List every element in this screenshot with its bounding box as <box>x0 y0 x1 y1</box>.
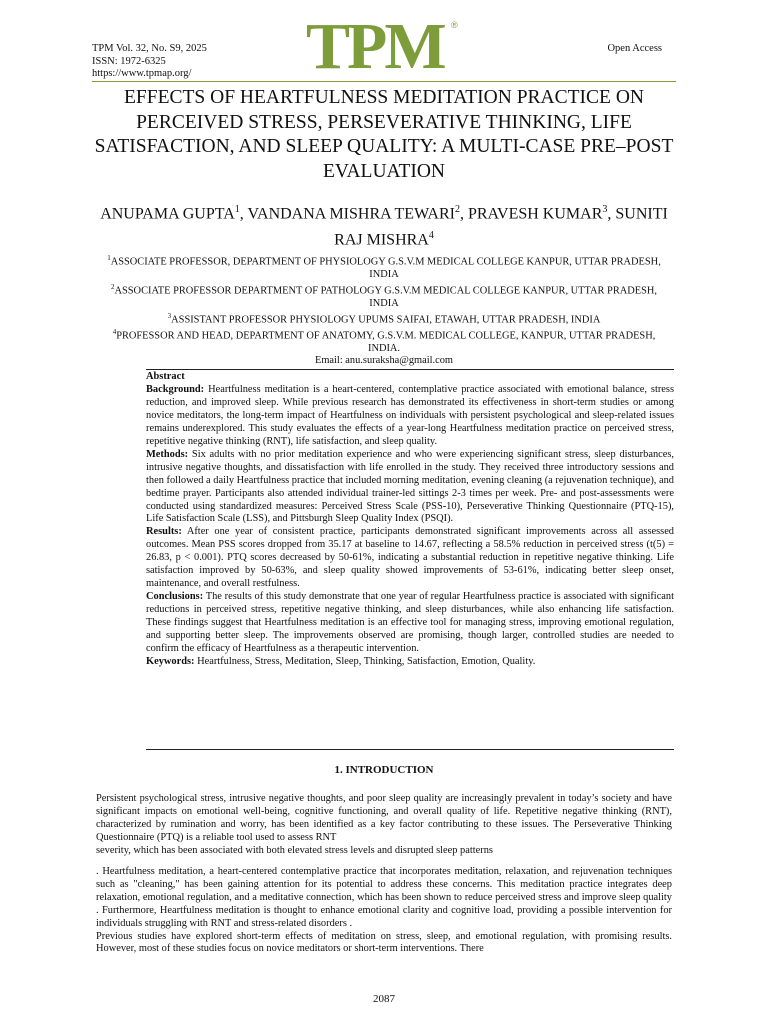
paper-title: EFFECTS OF HEARTFULNESS MEDITATION PRACTICE ON PERCEIVED STRESS, PERSEVERATIVE THINKING, LIFE SATISFACTION, AND SLEEP QUALITY: A MULTI-CASE PRE–POST EVALUATION <box>94 87 674 182</box>
text: After one year of consistent practice, participants demonstrated significant improvements across all assessed outcomes. Mean PSS scores dropped from 35.17 at baseline to 14.67, reflecting a 58.5% reduction in perceived stress (t(5) = 26.83, p < 0.001). PTQ scores decreased by 50-61%, indicating a substantial reduction in repetitive negative thinking. Life satisfaction improved by 50-63%, and sleep quality showed improvements of 53-61%, indicating better sleep onset, maintenance, and overall restfulness. <box>146 526 674 590</box>
label: Methods: <box>146 448 189 460</box>
abstract-results <box>146 526 674 591</box>
affiliation <box>96 310 672 327</box>
section-heading: 1. INTRODUCTION <box>334 764 434 776</box>
paragraph: severity, which has been associated with both elevated stress levels and disrupted sleep patterns <box>96 844 493 856</box>
page-number: 2087 <box>373 993 395 1005</box>
abstract-background <box>146 384 674 449</box>
affiliation-text: ASSISTANT PROFESSOR PHYSIOLOGY UPUMS SAIFAI, ETAWAH, UTTAR PRADESH, INDIA <box>171 314 601 326</box>
affiliation-sup: 1 <box>107 254 111 262</box>
affiliation <box>96 252 672 281</box>
author-sup: 4 <box>428 230 434 242</box>
author-sup: 2 <box>454 204 460 215</box>
author-sep: , <box>239 205 248 223</box>
abstract <box>146 371 674 669</box>
author-sep: , <box>459 205 468 223</box>
journal-url[interactable]: https://www.tpmap.org/ <box>92 68 192 80</box>
journal-issn: ISSN: 1972-6325 <box>92 55 166 67</box>
abstract-conclusions <box>146 591 674 656</box>
logo-text: TPM <box>306 10 444 83</box>
affiliation-text: PROFESSOR AND HEAD, DEPARTMENT OF ANATOMY, G.S.V.M. MEDICAL COLLEGE, KANPUR, UTTAR PRADESH, INDIA. <box>116 330 656 355</box>
label: Results: <box>146 526 182 538</box>
paragraph: . Heartfulness meditation, a heart-centered contemplative practice that incorporates meditation, relaxation, and rejuvenation techniques such as "cleaning," has been gaining attention for its potential to address these concerns. This meditation practice integrates deep relaxation, emotional regulation, and a meditative connection, which has been shown to reduce perceived stress and improve sleep quality . Furthermore, Heartfulness meditation is thought to enhance emotional clarity and cognitive load, providing a possible intervention for individuals struggling with RNT and stress-related disorders . <box>96 865 672 929</box>
journal-logo <box>306 12 466 82</box>
affiliation <box>96 281 672 310</box>
affiliation-sup: 2 <box>111 282 115 291</box>
author-sup: 1 <box>234 204 240 215</box>
affiliation <box>96 326 672 355</box>
header-rule <box>92 81 676 82</box>
journal-volume: TPM Vol. 32, No. S9, 2025 <box>92 43 207 54</box>
journal-info <box>92 43 207 81</box>
abstract-rule-top <box>146 369 674 370</box>
contact-email[interactable]: Email: anu.suraksha@gmail.com <box>315 355 453 367</box>
affiliation-text: ASSOCIATE PROFESSOR DEPARTMENT OF PATHOLOGY G.S.V.M MEDICAL COLLEGE KANPUR, UTTAR PRADESH, INDIA <box>114 285 657 309</box>
paragraph: Persistent psychological stress, intrusive negative thoughts, and poor sleep quality are increasingly prevalent in today’s society and have significant impacts on emotional well-being, cognitive functioning, and overall quality of life. Repetitive negative thinking (RNT), characterized by rumination and worry, has been identified as a key factor contributing to these issues. The Perseverative Thinking Questionnaire (PTQ) is a reliable tool used to assess RNT <box>96 793 672 843</box>
registered-mark: ® <box>451 20 458 30</box>
affiliation-text: ASSOCIATE PROFESSOR, DEPARTMENT OF PHYSIOLOGY G.S.V.M MEDICAL COLLEGE KANPUR, UTTAR PRADESH, INDIA <box>110 256 661 280</box>
text: Six adults with no prior meditation experience and who were experiencing significant stress, sleep disturbances, intrusive negative thoughts, and dissatisfaction with life enrolled in the study. They received three introductory sessions and then followed a daily Heartfulness practice that included morning meditation, evening cleaning (a rejuvenation technique), and bedtime prayer. Participants also attended individual trainer-led sittings 2-3 times per week. Pre- and post-assessments were conducted using standardized measures: Perceived Stress Scale (PSS-10), Perseverative Thinking Questionnaire (PTQ-15), Life Satisfaction Scale (LSS), and Pittsburgh Sleep Quality Index (PSQI). <box>146 448 675 525</box>
author-name: ANUPAMA GUPTA <box>100 205 235 223</box>
introduction-body <box>96 793 672 956</box>
affiliation-sup: 4 <box>112 328 117 337</box>
abstract-methods <box>146 449 674 527</box>
text: Heartfulness, Stress, Meditation, Sleep, Thinking, Satisfaction, Emotion, Quality. <box>197 655 536 667</box>
abstract-rule-bottom <box>146 749 674 750</box>
author-name: VANDANA MISHRA TEWARI <box>247 205 455 223</box>
text: Heartfulness meditation is a heart-centered, contemplative practice associated with emotional balance, stress reduction, and improved sleep. While previous research has demonstrated its effectiveness in short-term studies or among novice meditators, the long-term impact of Heartfulness on individuals with persistent psychological and sleep-related issues remains underexplored. This study evaluates the effects of a year-long Heartfulness meditation practice on perceived stress, repetitive negative thinking (RNT), life satisfaction, and sleep quality. <box>146 383 674 447</box>
author-name: SUNITI RAJ MISHRA <box>334 205 668 249</box>
affiliation-sup: 3 <box>167 311 172 320</box>
author-sup: 3 <box>602 204 608 215</box>
abstract-keywords <box>146 656 674 669</box>
author-name: PRAVESH KUMAR <box>467 205 603 223</box>
affiliations <box>96 252 672 368</box>
author-sep: , <box>607 205 616 223</box>
label: Background: <box>146 383 205 395</box>
label: Keywords: <box>146 655 195 667</box>
open-access-label: Open Access <box>607 43 662 54</box>
paragraph: Previous studies have explored short-term effects of meditation on stress, sleep, and emotional regulation, with promising results. However, most of these studies focus on novice meditators or short-term interventions. There <box>96 930 672 955</box>
text: The results of this study demonstrate that one year of regular Heartfulness practice is associated with significant reductions in perceived stress, repetitive negative thinking, and sleep disturbances, while also enhancing life satisfaction. These findings suggest that Heartfulness meditation is an effective tool for managing stress, improving emotional regulation, and supporting better sleep. The improvements observed are promising, though larger, controlled studies are needed to confirm the efficacy of Heartfulness as a therapeutic intervention. <box>146 591 674 655</box>
label: Conclusions: <box>146 591 204 603</box>
abstract-heading: Abstract <box>146 371 185 382</box>
author-list <box>90 199 678 252</box>
